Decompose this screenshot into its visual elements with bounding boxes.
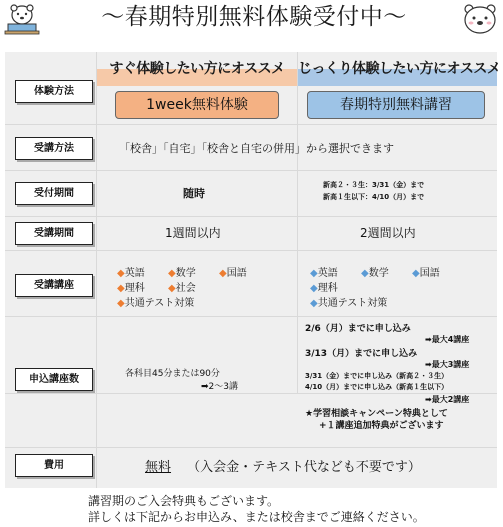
duration-slow: 2週間以内 bbox=[360, 226, 416, 240]
header-banner bbox=[0, 0, 503, 36]
count-slow-line: 2/6（月）までに申し込み bbox=[305, 324, 411, 334]
column-divider bbox=[297, 182, 298, 393]
course-item bbox=[310, 264, 338, 279]
course-item bbox=[168, 279, 196, 294]
count-slow-line: ➡最大2講座 bbox=[425, 395, 470, 404]
course-label: 数学 bbox=[368, 268, 389, 279]
bullet-icon: ◆ bbox=[310, 268, 318, 279]
count-slow-line: ➡最大4講座 bbox=[425, 335, 470, 344]
bullet-icon: ◆ bbox=[219, 268, 227, 279]
footer-line2: 詳しくは下記からお申込み、または校舎までご連絡ください。 bbox=[88, 510, 425, 524]
course-item bbox=[361, 264, 389, 279]
count-slow-line: 4/10（月）までに申し込み（新高１生以下） bbox=[305, 383, 449, 391]
course-label: 共通テスト対策 bbox=[317, 298, 388, 309]
row-divider bbox=[5, 170, 497, 171]
course-item bbox=[310, 279, 338, 294]
period-slow-line2: 新高１生以下：4/10（月）まで bbox=[323, 193, 425, 201]
row-label-fee: 費用 bbox=[15, 454, 93, 477]
bullet-icon: ◆ bbox=[117, 268, 125, 279]
bullet-icon: ◆ bbox=[168, 268, 176, 279]
course-item bbox=[117, 264, 145, 279]
bear-reading-icon bbox=[2, 2, 42, 36]
course-label: 英語 bbox=[317, 268, 338, 279]
row-label-courses: 受講講座 bbox=[15, 274, 93, 297]
count-slow-line: ➡最大3講座 bbox=[425, 360, 470, 369]
row-divider bbox=[5, 124, 497, 125]
course-label: 英語 bbox=[124, 268, 145, 279]
course-label: 国語 bbox=[419, 268, 440, 279]
bullet-icon: ◆ bbox=[117, 298, 125, 309]
page-title: ～春期特別無料体験受付中～ bbox=[101, 4, 407, 30]
fee-free-text: 無料 bbox=[145, 460, 172, 475]
row-label-style: 受講方法 bbox=[15, 137, 93, 160]
column-divider bbox=[96, 52, 97, 488]
course-item bbox=[219, 264, 247, 279]
column-header-quick: すぐ体験したい方にオススメ bbox=[97, 52, 297, 86]
row-label-count: 申込講座数 bbox=[15, 368, 93, 391]
row-label-period: 受付期間 bbox=[15, 182, 93, 205]
option-quick-trial: 1week無料体験 bbox=[115, 91, 279, 119]
course-label: 共通テスト対策 bbox=[124, 298, 195, 309]
course-item bbox=[168, 264, 196, 279]
period-quick: 随時 bbox=[183, 187, 205, 200]
course-label: 理科 bbox=[317, 283, 338, 294]
row-divider bbox=[5, 447, 497, 448]
bullet-icon: ◆ bbox=[310, 298, 318, 309]
count-quick-line2: ➡2～3講 bbox=[201, 382, 238, 392]
row-label-method: 体験方法 bbox=[15, 80, 93, 103]
count-slow-line: 3/31（金）までに申し込み（新高２・３生） bbox=[305, 372, 449, 380]
footer-line1: 講習期のご入会特典もございます。 bbox=[88, 494, 280, 508]
bear-face-icon bbox=[460, 2, 500, 36]
course-label: 国語 bbox=[226, 268, 247, 279]
count-slow-line: ★学習相談キャンペーン特典として bbox=[305, 409, 448, 419]
course-label: 理科 bbox=[124, 283, 145, 294]
bullet-icon: ◆ bbox=[361, 268, 369, 279]
course-label: 社会 bbox=[175, 283, 196, 294]
row-divider bbox=[5, 216, 497, 217]
course-item bbox=[117, 294, 194, 309]
row-label-duration: 受講期間 bbox=[15, 222, 93, 245]
bullet-icon: ◆ bbox=[168, 283, 176, 294]
bullet-icon: ◆ bbox=[310, 283, 318, 294]
comparison-table bbox=[5, 52, 501, 488]
course-item bbox=[310, 294, 387, 309]
course-item bbox=[412, 264, 440, 279]
bullet-icon: ◆ bbox=[412, 268, 420, 279]
course-label: 数学 bbox=[175, 268, 196, 279]
row-divider bbox=[5, 250, 497, 251]
course-item bbox=[117, 279, 145, 294]
bullet-icon: ◆ bbox=[117, 283, 125, 294]
duration-quick: 1週間以内 bbox=[165, 226, 221, 240]
fee-value bbox=[145, 456, 421, 475]
style-value: 「校舎」「自宅」「校舎と自宅の併用」から選択できます bbox=[119, 142, 394, 155]
fee-note-text: （入会金・テキスト代なども不要です） bbox=[187, 460, 421, 475]
option-spring-course: 春期特別無料講習 bbox=[307, 91, 485, 119]
row-divider bbox=[5, 393, 497, 394]
count-slow-line: 3/13（月）までに申し込み bbox=[305, 349, 418, 359]
count-slow-line: +１講座追加特典がございます bbox=[319, 421, 444, 431]
period-slow-line1: 新高２・３生：3/31（金）まで bbox=[323, 181, 425, 189]
count-quick-line1: 各科目45分または90分 bbox=[125, 369, 220, 379]
row-divider bbox=[5, 316, 497, 317]
column-header-slow: じっくり体験したい方にオススメ bbox=[298, 52, 497, 86]
